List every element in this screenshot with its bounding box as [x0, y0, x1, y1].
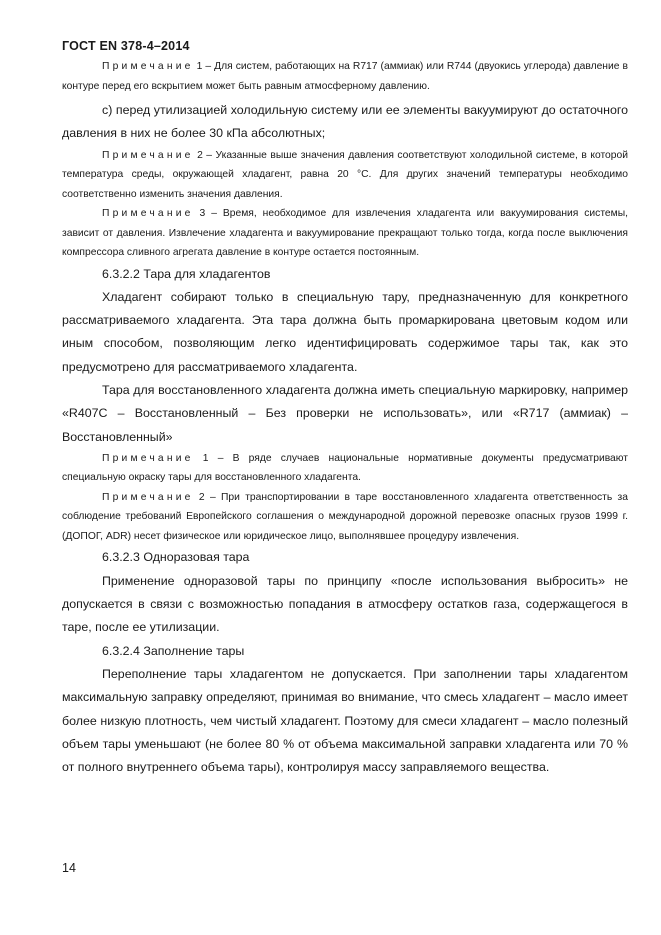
page-number: 14 — [62, 861, 76, 875]
note-5 — [62, 488, 628, 547]
paragraph: Применение одноразовой тары по принципу «после использования выбросить» не допускается в связи с возможностью попадания в атмосферу остатков газа, содержащегося в таре, после ее утилизации. — [62, 573, 628, 635]
note-text: 2 – При транспортировании в таре восстановленного хладагента ответственность за соблюдение требований Европейского соглашения о международной дорожной перевозке опасных грузов 1999 г. (ДОПОГ, ADR) несет физическое или юридическое лицо, выполнявшее процедуру извлечения. — [62, 491, 628, 542]
page-content — [62, 57, 628, 779]
note-4 — [62, 449, 628, 488]
note-text: 1 – Для систем, работающих на R717 (аммиак) или R744 (двуокись углерода) давление в контуре перед его вскрытием может быть равным атмосферному давлению. — [62, 61, 628, 92]
section-heading-6-3-2-3: 6.3.2.3 Одноразовая тара — [102, 550, 250, 565]
note-label: Примечание — [102, 149, 194, 161]
section-heading-6-3-2-4: 6.3.2.4 Заполнение тары — [102, 643, 245, 658]
note-label: Примечание — [102, 208, 194, 220]
paragraph: Хладагент собирают только в специальную тару, предназначенную для конкретного рассматриваемого хладагента. Эта тара должна быть промаркирована цветовым кодом или иным способом, позволяющим легко идентифицировать содержимое тары так, как это предусмотрено для рассматриваемого хладагента. — [62, 289, 628, 374]
note-text: 3 – Время, необходимое для извлечения хладагента или вакуумирования системы, зависит от давления. Извлечение хладагента и вакуумирование прекращают только тогда, когда после выключения компрессора сливного агрегата давление в контуре остается постоянным. — [62, 208, 628, 259]
note-3 — [62, 204, 628, 263]
paragraph: Переполнение тары хладагентом не допускается. При заполнении тары хладагентом максимальную заправку определяют, принимая во внимание, что смесь хладагент – масло имеет более низкую плотность, чем чистый хладагент. Поэтому для смеси хладагент – масло полезный объем тары уменьшают (не более 80 % от объема максимальной заправки хладагента или 70 % от полного внутреннего объема тары), контролируя массу заправляемого вещества. — [62, 666, 628, 775]
section-heading-6-3-2-2: 6.3.2.2 Тара для хладагентов — [102, 266, 271, 281]
item-c: с) перед утилизацией холодильную систему или ее элементы вакуумируют до остаточного давления в них не более 30 кПа абсолютных; — [62, 103, 628, 141]
document-header: ГОСТ EN 378-4–2014 — [62, 39, 190, 53]
note-1 — [62, 57, 628, 96]
note-label: Примечание — [102, 61, 194, 72]
note-text: 1 – В ряде случаев национальные нормативные документы предусматривают специальную окраску тары для восстановленного хладагента. — [62, 452, 628, 484]
note-label: Примечание — [102, 491, 194, 503]
paragraph: Тара для восстановленного хладагента должна иметь специальную маркировку, например «R407С – Восстановленный – Без проверки не использовать», или «R717 (аммиак) – Восстановленный» — [62, 383, 628, 444]
note-2 — [62, 146, 628, 205]
note-text: 2 – Указанные выше значения давления соответствуют холодильной системе, в которой температура среды, окружающей хладагент, равна 20 °С. Для других значений температуры необходимо соответственно изменить значения давления. — [62, 149, 628, 200]
note-label: Примечание — [102, 452, 194, 464]
